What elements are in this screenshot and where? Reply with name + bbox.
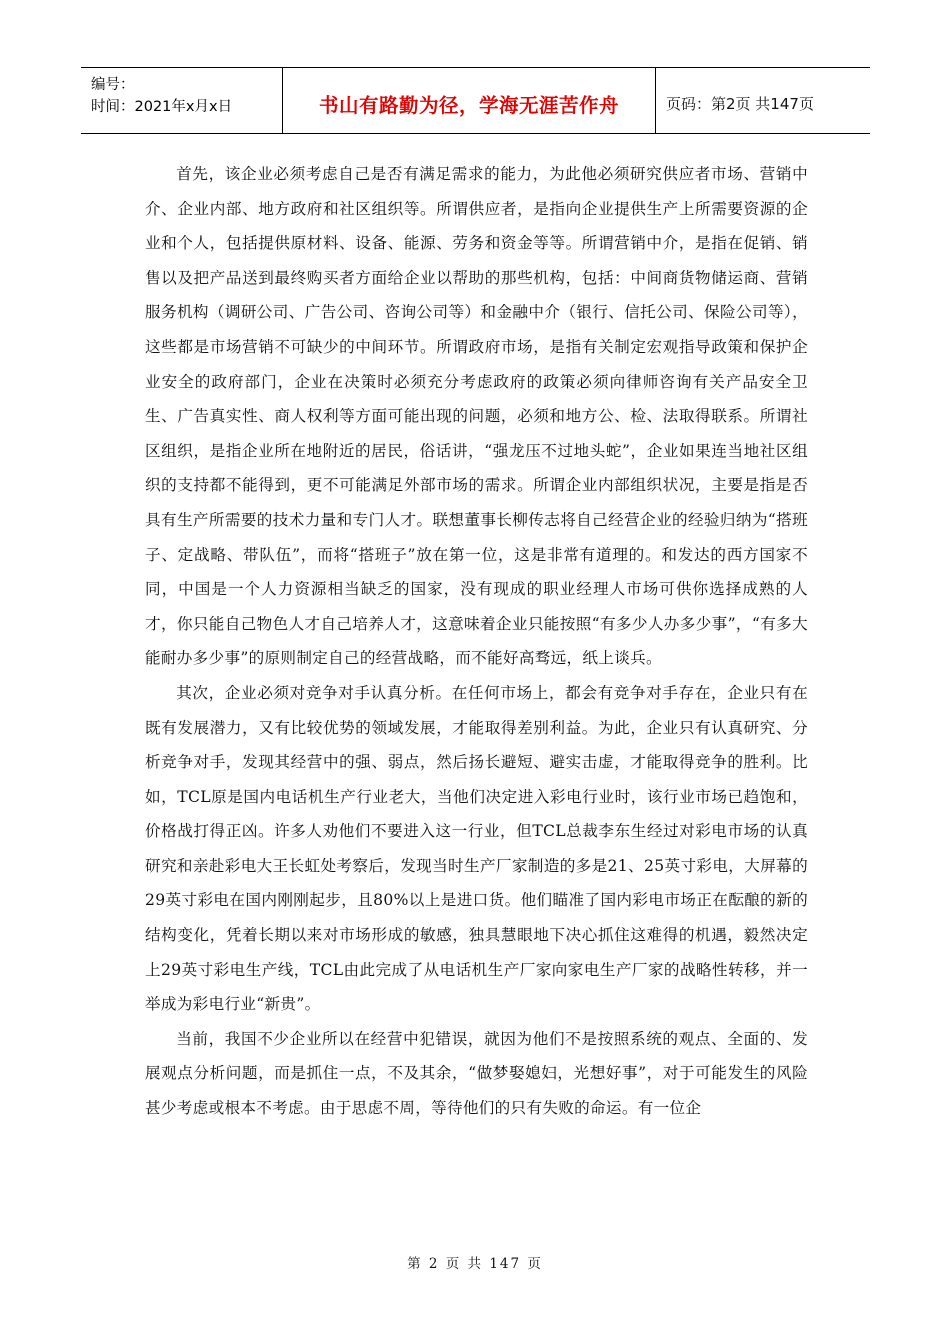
paragraph-2: 其次，企业必须对竞争对手认真分析。在任何市场上，都会有竞争对手存在，企业只有在既有发展潜力，又有比较优势的领域发展，才能取得差别利益。为此，企业只有认真研究、分析竞争对手，发现其经营中的强、弱点，然后扬长避短、避实击虚，才能取得竞争的胜利。比如，TCL原是国内电话机生产行业老大，当他们决定进入彩电行业时，该行业市场已趋饱和，价格战打得正凶。许多人劝他们不要进入这一行业，但TCL总裁李东生经过对彩电市场的认真研究和亲赴彩电大王长虹处考察后，发现当时生产厂家制造的多是21、25英寸彩电，大屏幕的29英寸彩电在国内刚刚起步，且80%以上是进口货。他们瞄准了国内彩电市场正在酝酿的新的结构变化，凭着长期以来对市场形成的敏感，独具慧眼地下决心抓住这难得的机遇，毅然决定上29英寸彩电生产线，TCL由此完成了从电话机生产厂家向家电生产厂家的战略性转移，并一举成为彩电行业“新贵”。 [145,683,808,1014]
header-meta-cell [81,68,283,133]
page-code-label: 页码：第2页 共147页 [666,95,814,113]
paragraph-1: 首先，该企业必须考虑自己是否有满足需求的能力，为此他必须研究供应者市场、营销中介、企业内部、地方政府和社区组织等。所谓供应者，是指向企业提供生产上所需要资源的企业和个人，包括提供原材料、设备、能源、劳务和资金等等。所谓营销中介，是指在促销、销售以及把产品送到最终购买者方面给企业以帮助的那些机构，包括：中间商货物储运商、营销服务机构（调研公司、广告公司、咨询公司等）和金融中介（银行、信托公司、保险公司等），这些都是市场营销不可缺少的中间环节。所谓政府市场，是指有关制定宏观指导政策和保护企业安全的政府部门，企业在决策时必须充分考虑政府的政策必须向律师咨询有关产品安全卫生、广告真实性、商人权利等方面可能出现的问题，必须和地方公、检、法取得联系。所谓社区组织，是指企业所在地附近的居民，俗话讲，“强龙压不过地头蛇”，企业如果连当地社区组织的支持都不能得到，更不可能满足外部市场的需求。所谓企业内部组织状况，主要是指是否具有生产所需要的技术力量和专门人才。联想董事长柳传志将自己经营企业的经验归纳为“搭班子、定战略、带队伍”，而将“搭班子”放在第一位，这是非常有道理的。和发达的西方国家不同，中国是一个人力资源相当缺乏的国家，没有现成的职业经理人市场可供你选择成熟的人才，你只能自己物色人才自己培养人才，这意味着企业只能按照“有多少人办多少事”，“有多大能耐办多少事”的原则制定自己的经营战略，而不能好高骛远，纸上谈兵。 [145,165,808,668]
page-footer: 第 2 页 共 147 页 [407,1256,543,1272]
serial-number-label: 编号： [91,77,135,93]
header-motto-cell [283,68,656,133]
document-header [81,67,870,134]
paragraph-3: 当前，我国不少企业所以在经营中犯错误，就因为他们不是按照系统的观点、全面的、发展观点分析问题，而是抓住一点，不及其余，“做梦娶媳妇，光想好事”，对于可能发生的风险甚少考虑或根本不考虑。由于思虑不周，等待他们的只有失败的命运。有一位企 [145,1029,808,1118]
date-label: 时间：2021年x月x日 [91,99,233,115]
motto-text: 书山有路勤为径，学海无涯苦作舟 [318,93,619,117]
document-body [145,157,808,1126]
header-page-cell [656,68,870,133]
